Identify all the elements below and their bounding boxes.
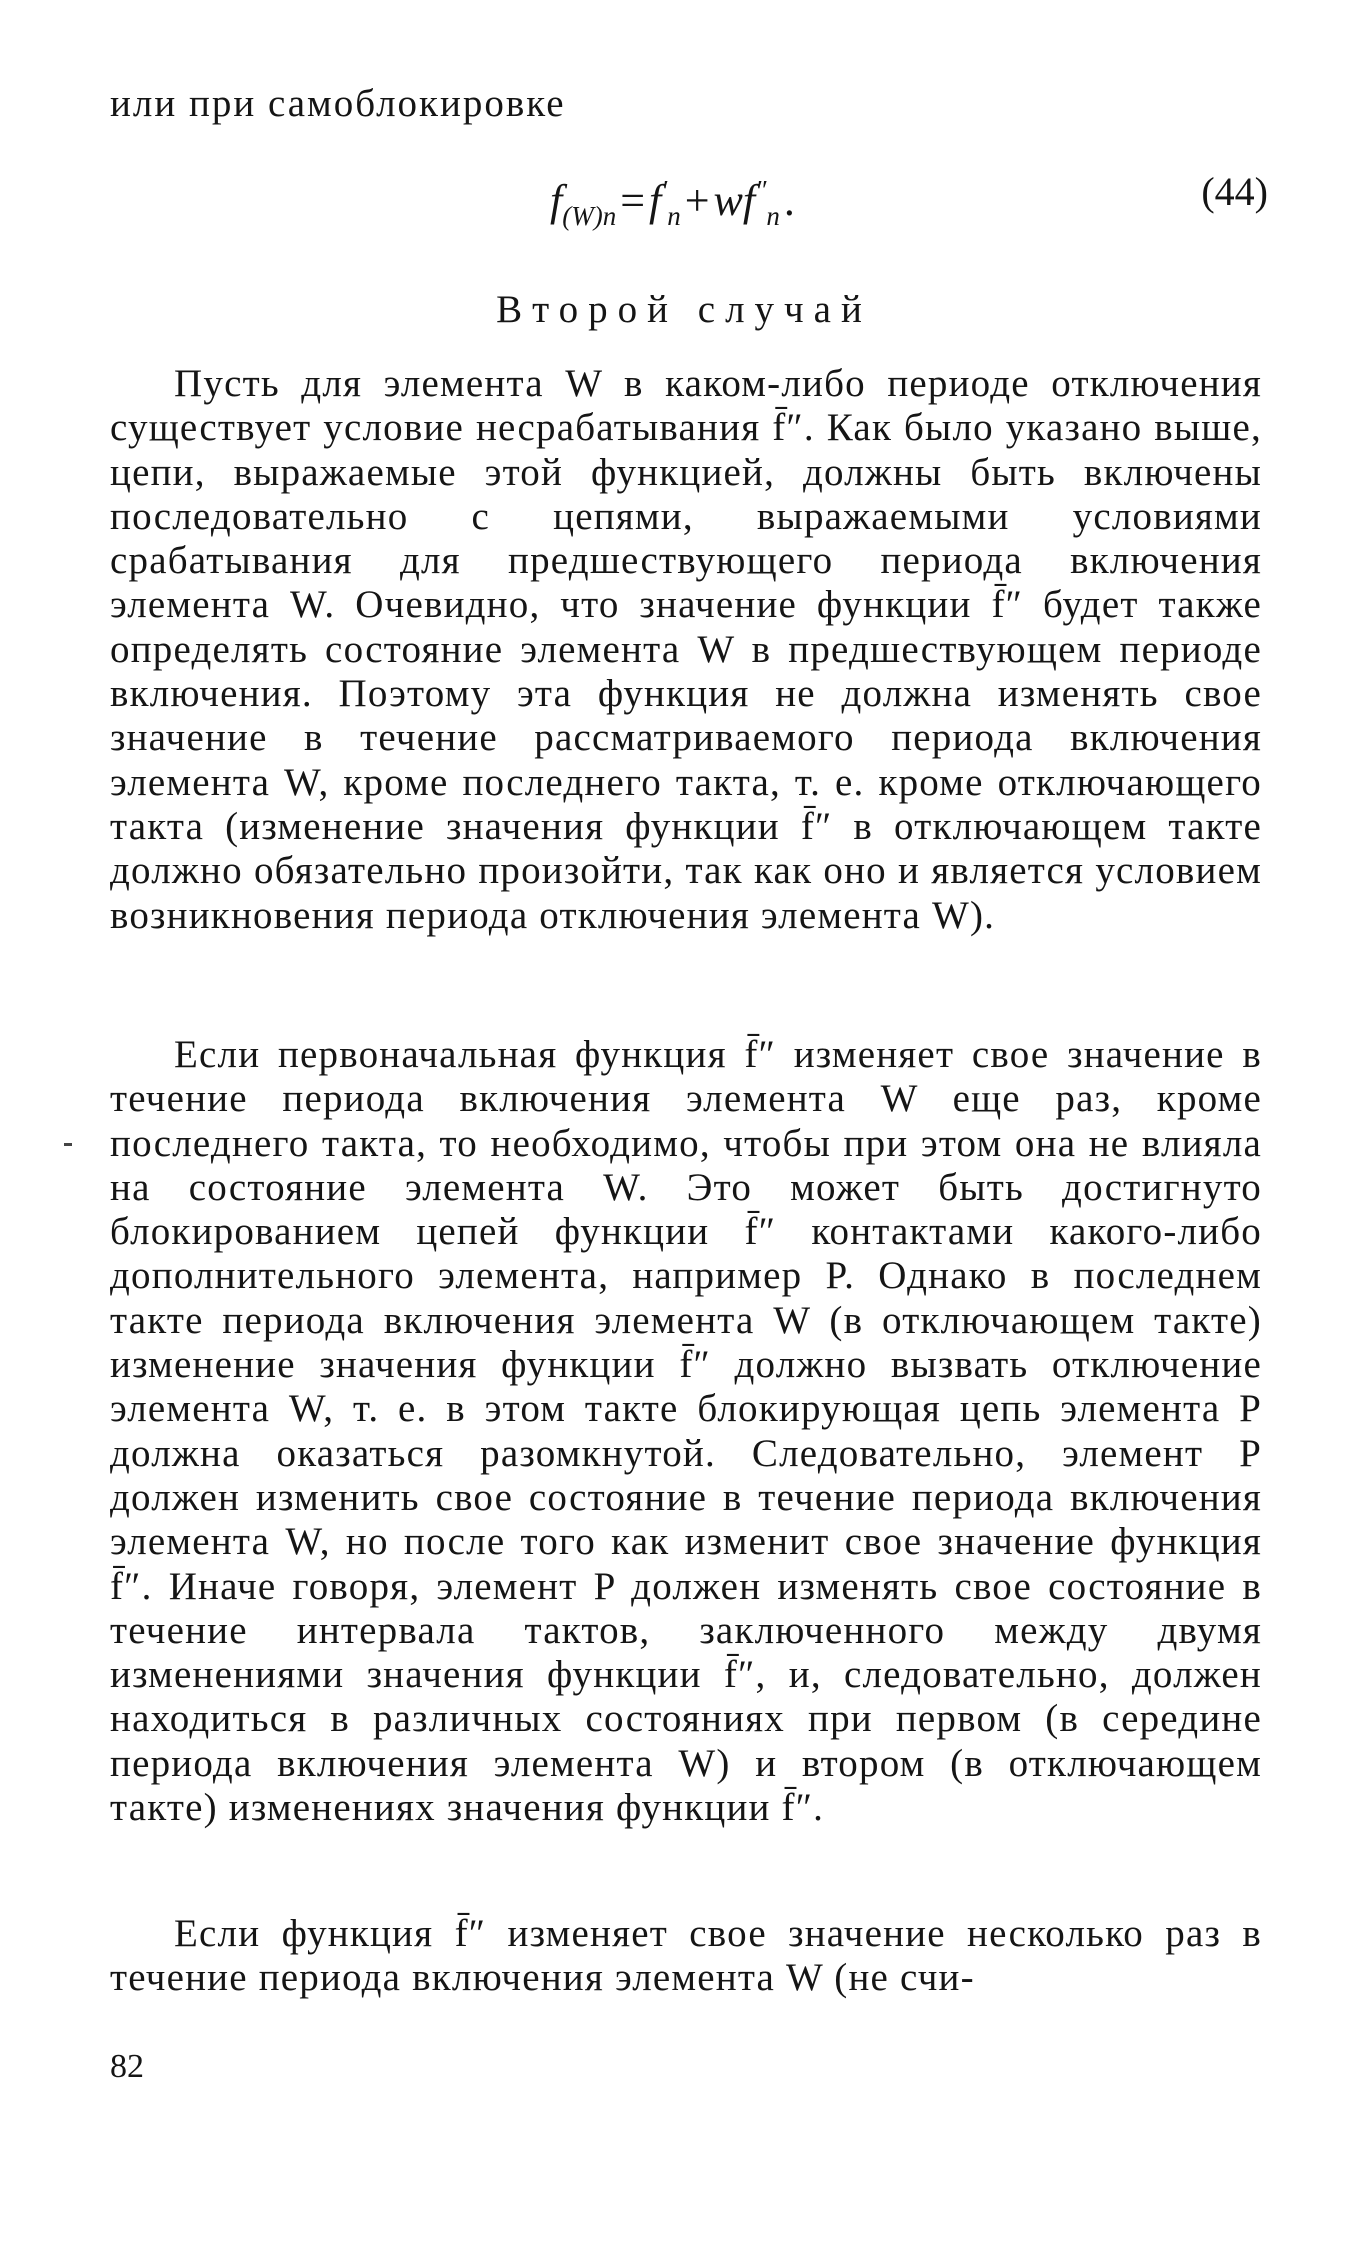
page-number: 82 bbox=[110, 2048, 144, 2085]
margin-mark bbox=[64, 1143, 72, 1146]
formula-lhs: $f_{(W)n}$ bbox=[550, 176, 617, 231]
paragraph-1: Пусть для элемента W в каком-либо периоде отключения существует условие несрабатывания f̄″. Как было указано выше, цепи, выражаемые этой функцией, должны быть включены последовательно с цепями, выражаемыми условиями срабатывания для предшествующего периода включения элемента W. Очевидно, что значение функции f̄″ будет также определять состояние элемента W в предшествующем периоде включения. Поэтому эта функция не должна изменять свое значение в течение рассматриваемого периода включения элемента W, кроме последнего такта, т. е. кроме отключающего такта (изменение значения функции f̄″ в отключающем такте должно обязательно произойти, так как оно и является условием возникновения периода отключения элемента W). bbox=[110, 362, 1262, 937]
paragraph-2: Если первоначальная функция f̄″ изменяет свое значение в течение периода включения элемента W еще раз, кроме последнего такта, то необходимо, чтобы при этом она не влияла на состояние элемента W. Это может быть достигнуто блокированием цепей функции f̄″ контактами какого-либо дополнительного элемента, например P. Однако в последнем такте периода включения элемента W (в отключающем такте) изменение значения функции f̄″ должно вызвать отключение элемента W, т. е. в этом такте блокирующая цепь элемента P должна оказаться разомкнутой. Следовательно, элемент P должен изменить свое состояние в течение периода включения элемента W, но после того как изменит свое значение функция f̄″. Иначе говоря, элемент P должен изменять свое состояние в течение интервала тактов, заключенного между двумя изменениями значения функции f̄″, и, следовательно, должен находиться в различных состояниях при первом (в середине периода включения элемента W) и втором (в отключающем такте) изменениях значения функции f̄″. bbox=[110, 1033, 1262, 1830]
formula-end: . bbox=[783, 176, 795, 225]
paragraph-3: Если функция f̄″ изменяет свое значение несколько раз в течение периода включения элемента W (не счи- bbox=[110, 1912, 1262, 2000]
section-heading: Второй случай bbox=[496, 288, 872, 331]
formula-44 bbox=[550, 160, 799, 246]
intro-line: или при самоблокировке bbox=[110, 82, 566, 125]
formula-equals: = bbox=[620, 176, 646, 225]
formula-plus: + bbox=[684, 176, 710, 225]
formula-term2: $wf''_n$ bbox=[713, 175, 780, 231]
equation-number: (44) bbox=[1201, 169, 1268, 214]
formula-term1: $f'_n$ bbox=[649, 175, 681, 231]
